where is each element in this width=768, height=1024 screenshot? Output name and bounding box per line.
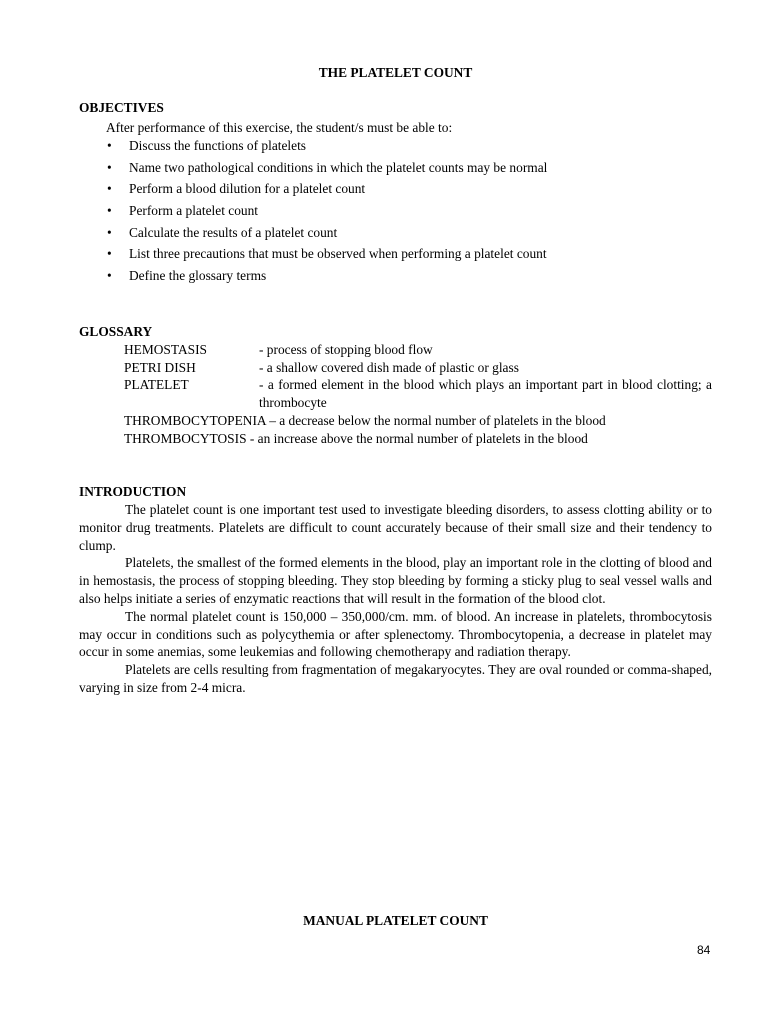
list-item xyxy=(107,137,547,159)
objective-text: Discuss the functions of platelets xyxy=(129,138,307,153)
intro-paragraph: Platelets are cells resulting from fragmentation of megakaryocytes. They are oval rounded or comma-shaped, varying in size from 2-4 micra. xyxy=(79,662,712,695)
bullet-icon: • xyxy=(107,246,112,262)
intro-paragraph: The normal platelet count is 150,000 – 350,000/cm. mm. of blood. An increase in platelets, thrombocytosis may occur in conditions such as polycythemia or after splenectomy. Thrombocytopenia, a decrease in platelet may occur in some anemias, some leukemias and following chemotherapy and radiation therapy. xyxy=(79,608,712,660)
glossary-entry-platelet xyxy=(124,376,712,410)
glossary-term: PLATELET xyxy=(124,377,189,392)
bullet-icon: • xyxy=(107,181,112,197)
intro-paragraph: Platelets, the smallest of the formed elements in the blood, play an important role in the clotting of blood and in hemostasis, the process of stopping bleeding. They stop bleeding by forming a sticky plug to seal vessel walls and also helps initiate a series of enzymatic reactions that will result in the formation of the blood clot. xyxy=(79,555,712,606)
objective-text: List three precautions that must be observed when performing a platelet count xyxy=(129,246,547,262)
glossary-definition: - a formed element in the blood which plays an important part in blood clotting; a thrombocyte xyxy=(259,377,712,410)
objectives-intro: After performance of this exercise, the student/s must be able to: xyxy=(106,120,453,135)
objectives-heading: OBJECTIVES xyxy=(79,100,164,115)
glossary-line: THROMBOCYTOSIS - an increase above the normal number of platelets in the blood xyxy=(124,431,588,446)
bullet-icon: • xyxy=(107,224,112,240)
glossary-line: THROMBOCYTOPENIA – a decrease below the normal number of platelets in the blood xyxy=(124,413,606,428)
glossary-term: HEMOSTASIS xyxy=(124,342,208,357)
section-title-manual-platelet-count: MANUAL PLATELET COUNT xyxy=(303,913,488,928)
objective-text: Calculate the results of a platelet count xyxy=(129,224,338,240)
page-number: 84 xyxy=(697,943,711,957)
intro-paragraph: The platelet count is one important test used to investigate bleeding disorders, to assess clotting ability or to monitor drug treatments. Platelets are difficult to count accurately because of their small size and their tendency to clump. xyxy=(79,502,712,553)
bullet-icon: • xyxy=(107,203,112,219)
glossary-entry-thrombocytopenia xyxy=(124,412,712,430)
glossary-term: PETRI DISH xyxy=(124,360,196,375)
glossary-heading: GLOSSARY xyxy=(79,324,153,339)
list-item xyxy=(107,202,547,224)
introduction-body xyxy=(79,501,712,697)
glossary-entry-thrombocytosis xyxy=(124,430,712,448)
glossary-entry-petri-dish xyxy=(124,359,712,377)
list-item xyxy=(107,180,547,202)
introduction-heading: INTRODUCTION xyxy=(79,484,187,499)
bullet-icon: • xyxy=(107,159,112,175)
bullet-icon: • xyxy=(107,268,112,284)
bullet-icon: • xyxy=(107,138,112,153)
objectives-list xyxy=(107,137,547,289)
objective-text: Name two pathological conditions in which the platelet counts may be normal xyxy=(129,159,548,175)
objective-text: Define the glossary terms xyxy=(129,268,267,284)
list-item xyxy=(107,224,547,246)
glossary-definition: - process of stopping blood flow xyxy=(259,342,433,357)
objective-text: Perform a platelet count xyxy=(129,203,259,219)
list-item xyxy=(107,267,547,289)
objective-text: Perform a blood dilution for a platelet count xyxy=(129,181,366,197)
glossary-entry-hemostasis xyxy=(124,341,712,359)
page-title: THE PLATELET COUNT xyxy=(318,65,473,80)
list-item xyxy=(107,245,547,267)
list-item xyxy=(107,159,547,181)
glossary-definition: - a shallow covered dish made of plastic or glass xyxy=(259,360,519,375)
